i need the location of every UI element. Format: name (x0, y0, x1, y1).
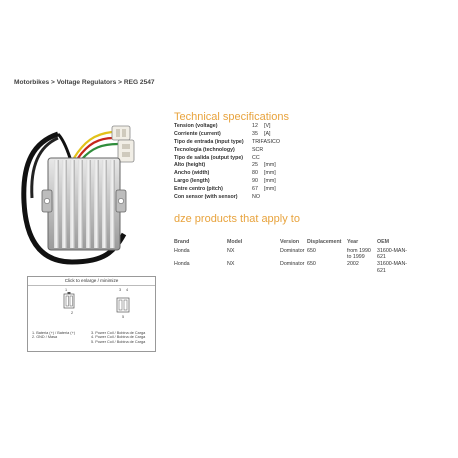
specifications-table (174, 123, 280, 202)
table-row: Honda NX Dominator 650 from 1990 to 1999 31600-MAN-621 (174, 248, 408, 261)
spec-row: Alto (height) 25 [mm] (174, 162, 276, 169)
applications-table (174, 238, 415, 274)
pin-label: 2 (71, 311, 74, 315)
column-header-brand: Brand (174, 239, 190, 245)
breadcrumb-current: REG 2547 (123, 79, 155, 86)
table-row: Honda NX Dominator 650 2002 31600-MAN-621 (174, 261, 408, 274)
column-header-oem: OEM (377, 239, 390, 245)
column-header-year: Year (347, 239, 359, 245)
connector (112, 126, 130, 140)
connector-pinout-icon (28, 286, 155, 326)
applications-header-row (174, 238, 415, 247)
spec-row: Ancho (width) 80 [mm] (174, 170, 276, 177)
spec-row: Entre centro (pitch) 67 [mm] (174, 186, 276, 193)
pin-label: 3 (119, 288, 122, 292)
spec-row: Tension (voltage) 12 [V] (174, 123, 271, 129)
pin-label: 4 (126, 288, 129, 292)
spec-row: Tecnologia (technology) SCR (174, 146, 264, 153)
column-header-displacement: Displacement (307, 239, 342, 245)
legend-right: 3. Power Coil / Bobina de Carga 4. Power Coil / Bobina de Carga 5. Power Coil / Bobina de Carga (91, 331, 146, 344)
breadcrumb (14, 79, 155, 86)
breadcrumb-separator: > (116, 79, 124, 86)
connector (118, 140, 134, 162)
applications-title: dze products that apply to (174, 213, 300, 225)
spec-row: Largo (length) 90 [mm] (174, 178, 276, 185)
breadcrumb-separator: > (49, 79, 57, 86)
spec-row: Tipo de salida (output type) CC (174, 154, 260, 161)
column-header-model: Model (227, 239, 243, 245)
wire-black (58, 134, 70, 158)
enlarge-toggle[interactable]: Click to enlarge / minimize (64, 278, 119, 283)
spec-row: Corriente (current) 35 [A] (174, 130, 271, 137)
pin-label: 1 (65, 288, 68, 292)
legend-left: 1. Bateria (+) / Bateria (+) 2. GND / Masa (32, 331, 76, 340)
spec-row: Tipo de entrada (input type) TRIFASICO (174, 138, 280, 145)
pin-label: 5 (122, 315, 125, 319)
breadcrumb-voltage-regulators[interactable]: Voltage Regulators (56, 79, 117, 86)
column-header-version: Version (280, 239, 300, 245)
connector-diagram[interactable] (27, 276, 156, 352)
spec-row: Con sensor (with sensor) NO (174, 194, 260, 201)
breadcrumb-motorbikes[interactable]: Motorbikes (14, 79, 50, 86)
specifications-title: Technical specifications (174, 111, 289, 123)
product-image[interactable] (14, 102, 154, 272)
